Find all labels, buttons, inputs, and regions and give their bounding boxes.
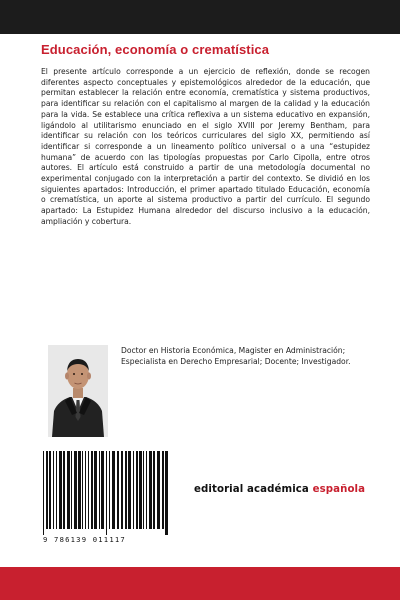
barcode-bar (153, 451, 155, 529)
barcode-bar (85, 451, 86, 529)
barcode-bar (94, 451, 97, 529)
barcode-bar (121, 451, 123, 529)
barcode-bar (46, 451, 48, 529)
barcode-bar (109, 451, 110, 529)
barcode-bar (149, 451, 152, 529)
barcode-bar (59, 451, 62, 529)
barcode-bar (78, 451, 81, 529)
barcode-bar (136, 451, 138, 529)
isbn-number: 9 786139 011117 (43, 535, 126, 544)
barcode-bar (139, 451, 142, 529)
barcode-bar (74, 451, 77, 529)
barcode-bar (106, 451, 107, 535)
abstract-text: El presente artículo corresponde a un ejercicio de reflexión, donde se recogen diferentes aspecto conceptuales y epistemológicos alrededor de la educación, que permitan establecer la relación entre economía, crematística y sistema productivos, para identificar su relación con el capitalismo al margen de la calidad y la educación para la vida. Se establece una crítica reflexiva a un sistema educativo en expansión, ligándolo al utilitarismo enunciado en el siglo XVIII por Jeremy Bentham, para identificar su relación con los teóricos curriculares del siglo XX, permitiendo así identificar si corresponde a un lineamento político universal o a una “estupidez humana” de acuerdo con las tipologías propuestas por Carlo Cipolla, entre otros autores. El artículo está construido a partir de una metodología documental no experimental conjugado con la interpretación a partir del contexto. Se dividió en los siguientes apartados: Introducción, el primer apartado titulado Educación, economía o crematística, un aporte al sistema productivo a partir del currículo. El segundo apartado: La Estupidez Humana alrededor del discurso inclusivo a la educación, ampliación y cobertura. (41, 67, 370, 226)
barcode-bar (143, 451, 144, 529)
barcode-bar (146, 451, 147, 529)
barcode-bar (165, 451, 168, 535)
barcode-bar (71, 451, 72, 529)
barcode-bars (41, 451, 171, 535)
barcode-bar (91, 451, 93, 529)
barcode-bar (82, 451, 83, 529)
publisher-name-main: editorial académica (194, 484, 313, 495)
barcode-bar (99, 451, 100, 529)
barcode-bar (133, 451, 134, 529)
publisher-name (194, 484, 365, 495)
barcode-bar (53, 451, 54, 529)
author-bio: Doctor en Historia Económica, Magister en Administración; Especialista en Derecho Empresarial; Docente; Investigador. (121, 346, 351, 366)
book-title: Educación, economía o crematística (41, 42, 270, 57)
bottom-color-band (0, 567, 400, 600)
author-photo (48, 345, 108, 437)
barcode-bar (162, 451, 164, 529)
barcode-bar (56, 451, 57, 529)
top-color-band (0, 0, 400, 34)
barcode-bar (88, 451, 89, 529)
barcode-bar (117, 451, 119, 529)
barcode-bar (125, 451, 127, 529)
isbn-barcode (39, 449, 173, 548)
barcode-bar (101, 451, 104, 529)
barcode-bar (157, 451, 160, 529)
barcode-bar (49, 451, 51, 529)
barcode-bar (112, 451, 115, 529)
barcode-bar (67, 451, 70, 529)
barcode-bar (43, 451, 44, 535)
publisher-name-accent: española (312, 484, 366, 495)
barcode-bar (63, 451, 65, 529)
barcode-bar (128, 451, 131, 529)
